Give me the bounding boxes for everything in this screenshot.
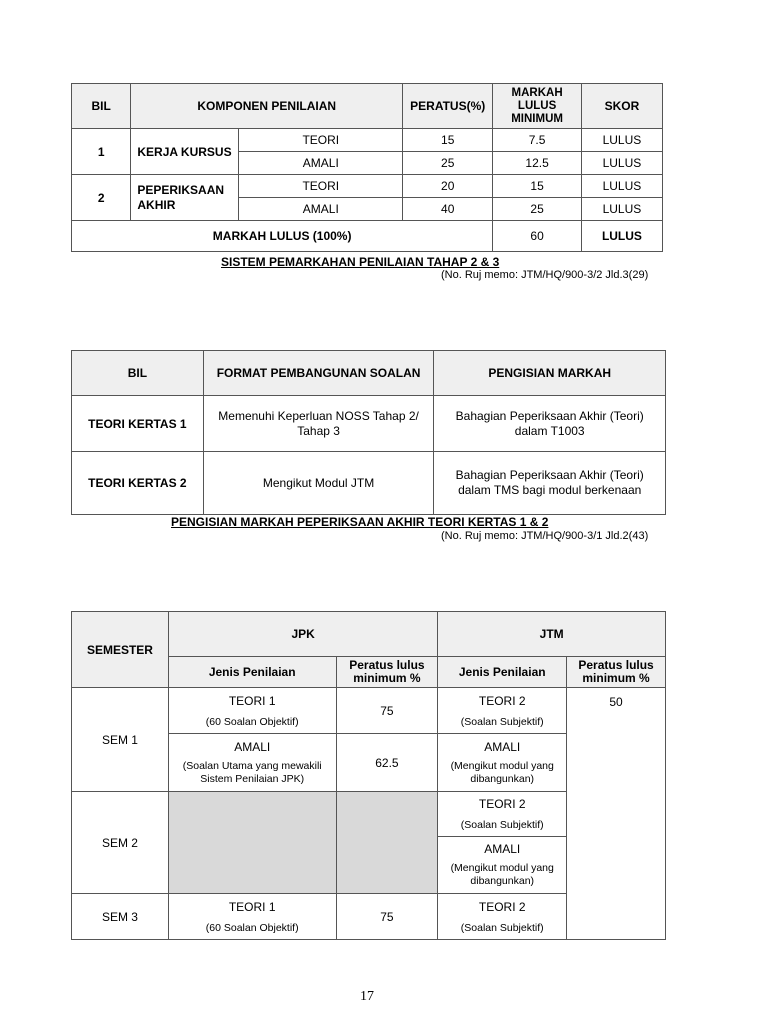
header-komponen: KOMPONEN PENILAIAN <box>131 84 403 129</box>
header-markah-lulus: MARKAH LULUS MINIMUM <box>493 84 582 129</box>
format-cell: Mengikut Modul JTM <box>203 452 434 515</box>
table1-ref: (No. Ruj memo: JTM/HQ/900-3/2 Jld.3(29) <box>441 269 649 281</box>
header-bil: BIL <box>72 84 131 129</box>
header-bil: BIL <box>72 351 204 396</box>
jenis-title: TEORI 1 <box>228 693 276 708</box>
komponen-cell: KERJA KURSUS <box>131 129 239 175</box>
table-row <box>72 175 663 198</box>
jtm-jenis-cell <box>438 792 567 837</box>
jenis-title: AMALI <box>484 739 521 754</box>
kertas-cell: TEORI KERTAS 1 <box>72 396 204 452</box>
jenis-note: (Soalan Subjektif) <box>460 715 544 728</box>
semester-cell: SEM 3 <box>72 894 169 940</box>
format-cell: Memenuhi Keperluan NOSS Tahap 2/ Tahap 3 <box>203 396 434 452</box>
jtm-jenis-cell <box>438 688 567 734</box>
jenis-note: (Mengikut modul yang dibangunkan) <box>450 862 554 887</box>
skor-cell: LULUS <box>581 129 662 152</box>
header-jtm-jenis: Jenis Penilaian <box>438 657 567 688</box>
kertas-cell: TEORI KERTAS 2 <box>72 452 204 515</box>
bil-cell: 1 <box>72 129 131 175</box>
peratus-cell: 15 <box>403 129 493 152</box>
total-row <box>72 221 663 252</box>
jenis-cell: AMALI <box>239 198 403 221</box>
table2-ref: (No. Ruj memo: JTM/HQ/900-3/1 Jld.2(43) <box>441 530 649 542</box>
jpk-jenis-cell <box>168 688 336 734</box>
semester-penilaian-table <box>71 611 666 940</box>
skor-cell: LULUS <box>581 198 662 221</box>
total-markah: 60 <box>493 221 582 252</box>
header-semester: SEMESTER <box>72 612 169 688</box>
pengisian-markah-table <box>71 350 666 515</box>
jpk-jenis-cell <box>168 734 336 792</box>
pengisian-cell: Bahagian Peperiksaan Akhir (Teori) dalam TMS bagi modul berkenaan <box>434 452 666 515</box>
peratus-cell: 40 <box>403 198 493 221</box>
skor-cell: LULUS <box>581 175 662 198</box>
peratus-cell: 20 <box>403 175 493 198</box>
bil-cell: 2 <box>72 175 131 221</box>
header-format: FORMAT PEMBANGUNAN SOALAN <box>203 351 434 396</box>
komponen-cell: PEPERIKSAAN AKHIR <box>131 175 239 221</box>
header-jpk-peratus: Peratus lulus minimum % <box>336 657 438 688</box>
header-pengisian: PENGISIAN MARKAH <box>434 351 666 396</box>
skor-cell: LULUS <box>581 152 662 175</box>
header-peratus: PERATUS(%) <box>403 84 493 129</box>
jenis-note: (60 Soalan Objektif) <box>205 715 299 728</box>
peratus-cell: 25 <box>403 152 493 175</box>
jenis-note: (Soalan Utama yang mewakili Sistem Penilaian JPK) <box>182 759 322 785</box>
jenis-title: TEORI 2 <box>478 899 526 914</box>
jenis-note: (Mengikut modul yang dibangunkan) <box>450 759 554 785</box>
table-row <box>72 688 666 734</box>
jtm-jenis-cell <box>438 894 567 940</box>
markah-cell: 7.5 <box>493 129 582 152</box>
header-jpk-jenis: Jenis Penilaian <box>168 657 336 688</box>
markah-cell: 15 <box>493 175 582 198</box>
header-jtm: JTM <box>438 612 666 657</box>
jenis-title: TEORI 2 <box>478 797 526 811</box>
jenis-note: (Soalan Subjektif) <box>460 921 544 934</box>
jpk-pct-cell: 75 <box>336 688 438 734</box>
markah-cell: 12.5 <box>493 152 582 175</box>
pengisian-cell: Bahagian Peperiksaan Akhir (Teori) dalam T1003 <box>434 396 666 452</box>
table-row <box>72 452 666 515</box>
total-skor: LULUS <box>581 221 662 252</box>
jenis-title: AMALI <box>484 842 521 856</box>
table2-caption: PENGISIAN MARKAH PEPERIKSAAN AKHIR TEORI KERTAS 1 & 2 <box>171 515 549 529</box>
jenis-title: TEORI 1 <box>228 899 276 914</box>
header-jpk: JPK <box>168 612 437 657</box>
jpk-pct-cell: 62.5 <box>336 734 438 792</box>
jpk-jenis-cell <box>168 894 336 940</box>
jenis-note: (60 Soalan Objektif) <box>205 921 299 934</box>
table1-caption: SISTEM PEMARKAHAN PENILAIAN TAHAP 2 & 3 <box>221 255 500 269</box>
jtm-jenis-cell <box>438 837 567 894</box>
semester-cell: SEM 2 <box>72 792 169 894</box>
jpk-empty-cell <box>168 792 336 894</box>
jenis-note: (Soalan Subjektif) <box>460 819 544 831</box>
header-skor: SKOR <box>581 84 662 129</box>
jenis-title: AMALI <box>234 739 271 754</box>
jpk-pct-cell: 75 <box>336 894 438 940</box>
pemarkahan-table <box>71 83 663 252</box>
jpk-pct-empty-cell <box>336 792 438 894</box>
header-jtm-peratus: Peratus lulus minimum % <box>567 657 666 688</box>
jenis-title: TEORI 2 <box>478 693 526 708</box>
jenis-cell: TEORI <box>239 129 403 152</box>
jenis-cell: AMALI <box>239 152 403 175</box>
markah-cell: 25 <box>493 198 582 221</box>
semester-cell: SEM 1 <box>72 688 169 792</box>
table-row <box>72 129 663 152</box>
jtm-jenis-cell <box>438 734 567 792</box>
table-row <box>72 396 666 452</box>
jtm-pct-cell: 50 <box>567 688 666 940</box>
total-label: MARKAH LULUS (100%) <box>72 221 493 252</box>
page-number: 17 <box>360 989 374 1004</box>
jenis-cell: TEORI <box>239 175 403 198</box>
